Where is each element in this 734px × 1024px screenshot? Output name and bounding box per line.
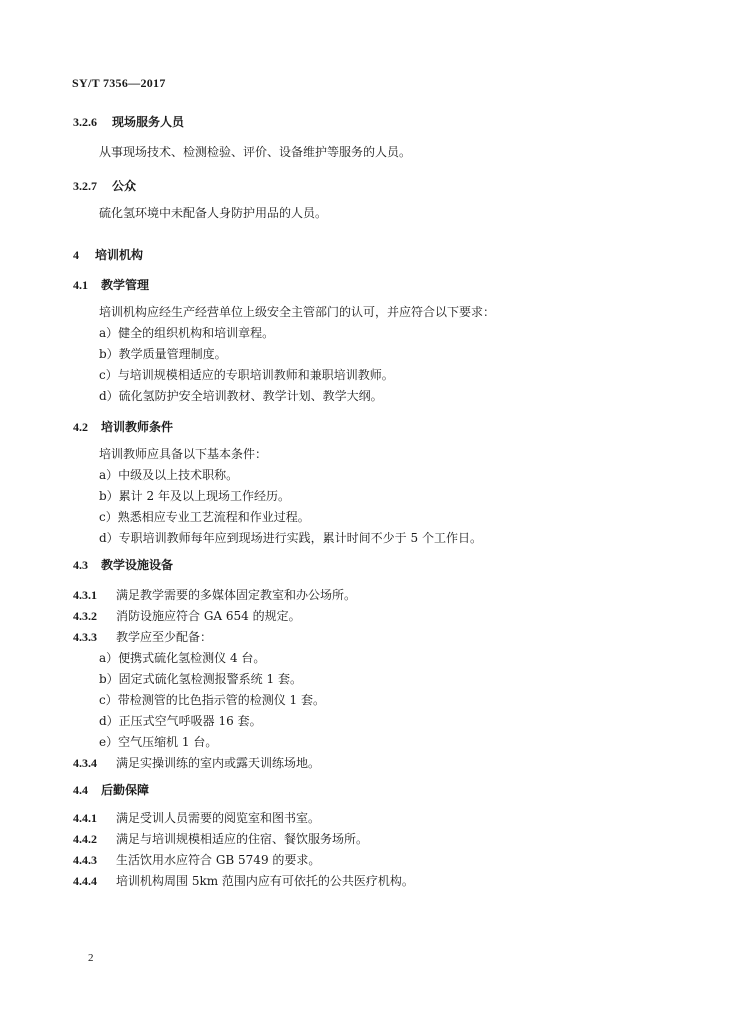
clause-number: 4.4.2 (73, 832, 97, 846)
list-item-text: b）教学质量管理制度。 (99, 347, 227, 361)
list-item-text: b）固定式硫化氢检测报警系统 1 套。 (99, 672, 302, 686)
clause-number: 3.2.6 (73, 115, 97, 129)
list-item-text: d）正压式空气呼吸器 16 套。 (99, 714, 262, 728)
clause-number: 4.3.3 (73, 630, 97, 644)
clause-text: 满足受训人员需要的阅览室和图书室。 (116, 811, 321, 825)
section-title: 后勤保障 (101, 783, 150, 797)
section-title: 培训机构 (95, 248, 144, 262)
list-item-text: b）累计 2 年及以上现场工作经历。 (99, 489, 290, 503)
clause-text: 教学应至少配备： (116, 630, 213, 644)
section-number: 4.2 (73, 420, 88, 434)
clause-number: 4.3.1 (73, 588, 97, 602)
clause-text: 培训机构周围 5km 范围内应有可依托的公共医疗机构。 (116, 874, 414, 888)
clause-number: 4.4.4 (73, 874, 97, 888)
list-item-text: a）健全的组织机构和培训章程。 (99, 326, 275, 340)
clause-title: 公众 (112, 179, 137, 193)
clause-number: 4.3.2 (73, 609, 97, 623)
list-item-text: c）熟悉相应专业工艺流程和作业过程。 (99, 510, 310, 524)
paragraph-text: 硫化氢环境中未配备人身防护用品的人员。 (99, 206, 328, 220)
list-item-text: c）带检测管的比色指示管的检测仪 1 套。 (99, 693, 325, 707)
section-title: 教学设施设备 (101, 558, 174, 572)
clause-title: 现场服务人员 (112, 115, 185, 129)
section-number: 4.3 (73, 558, 88, 572)
clause-text: 生活饮用水应符合 GB 5749 的要求。 (116, 853, 321, 867)
clause-number: 4.4.1 (73, 811, 97, 825)
list-item-text: a）便携式硫化氢检测仪 4 台。 (99, 651, 266, 665)
section-number: 4.4 (73, 783, 88, 797)
paragraph-text: 培训教师应具备以下基本条件： (99, 447, 268, 461)
list-item-text: d）专职培训教师每年应到现场进行实践，累计时间不少于 5 个工作日。 (99, 531, 482, 545)
clause-number: 3.2.7 (73, 179, 97, 193)
paragraph-text: 培训机构应经生产经营单位上级安全主管部门的认可，并应符合以下要求： (99, 305, 496, 319)
standard-code: SY/T 7356—2017 (72, 76, 166, 90)
clause-text: 消防设施应符合 GA 654 的规定。 (116, 609, 301, 623)
list-item-text: c）与培训规模相适应的专职培训教师和兼职培训教师。 (99, 368, 394, 382)
clause-number: 4.3.4 (73, 756, 97, 770)
section-number: 4 (73, 248, 79, 262)
section-title: 教学管理 (101, 278, 150, 292)
clause-text: 满足教学需要的多媒体固定教室和办公场所。 (116, 588, 357, 602)
list-item-text: e）空气压缩机 1 台。 (99, 735, 218, 749)
clause-text: 满足与培训规模相适应的住宿、餐饮服务场所。 (116, 832, 369, 846)
clause-text: 满足实操训练的室内或露天训练场地。 (116, 756, 321, 770)
section-title: 培训教师条件 (101, 420, 174, 434)
section-number: 4.1 (73, 278, 88, 292)
page-number: 2 (88, 952, 94, 964)
list-item-text: a）中级及以上技术职称。 (99, 468, 239, 482)
paragraph-text: 从事现场技术、检测检验、评价、设备维护等服务的人员。 (99, 145, 412, 159)
list-item-text: d）硫化氢防护安全培训教材、教学计划、教学大纲。 (99, 389, 383, 403)
clause-number: 4.4.3 (73, 853, 97, 867)
